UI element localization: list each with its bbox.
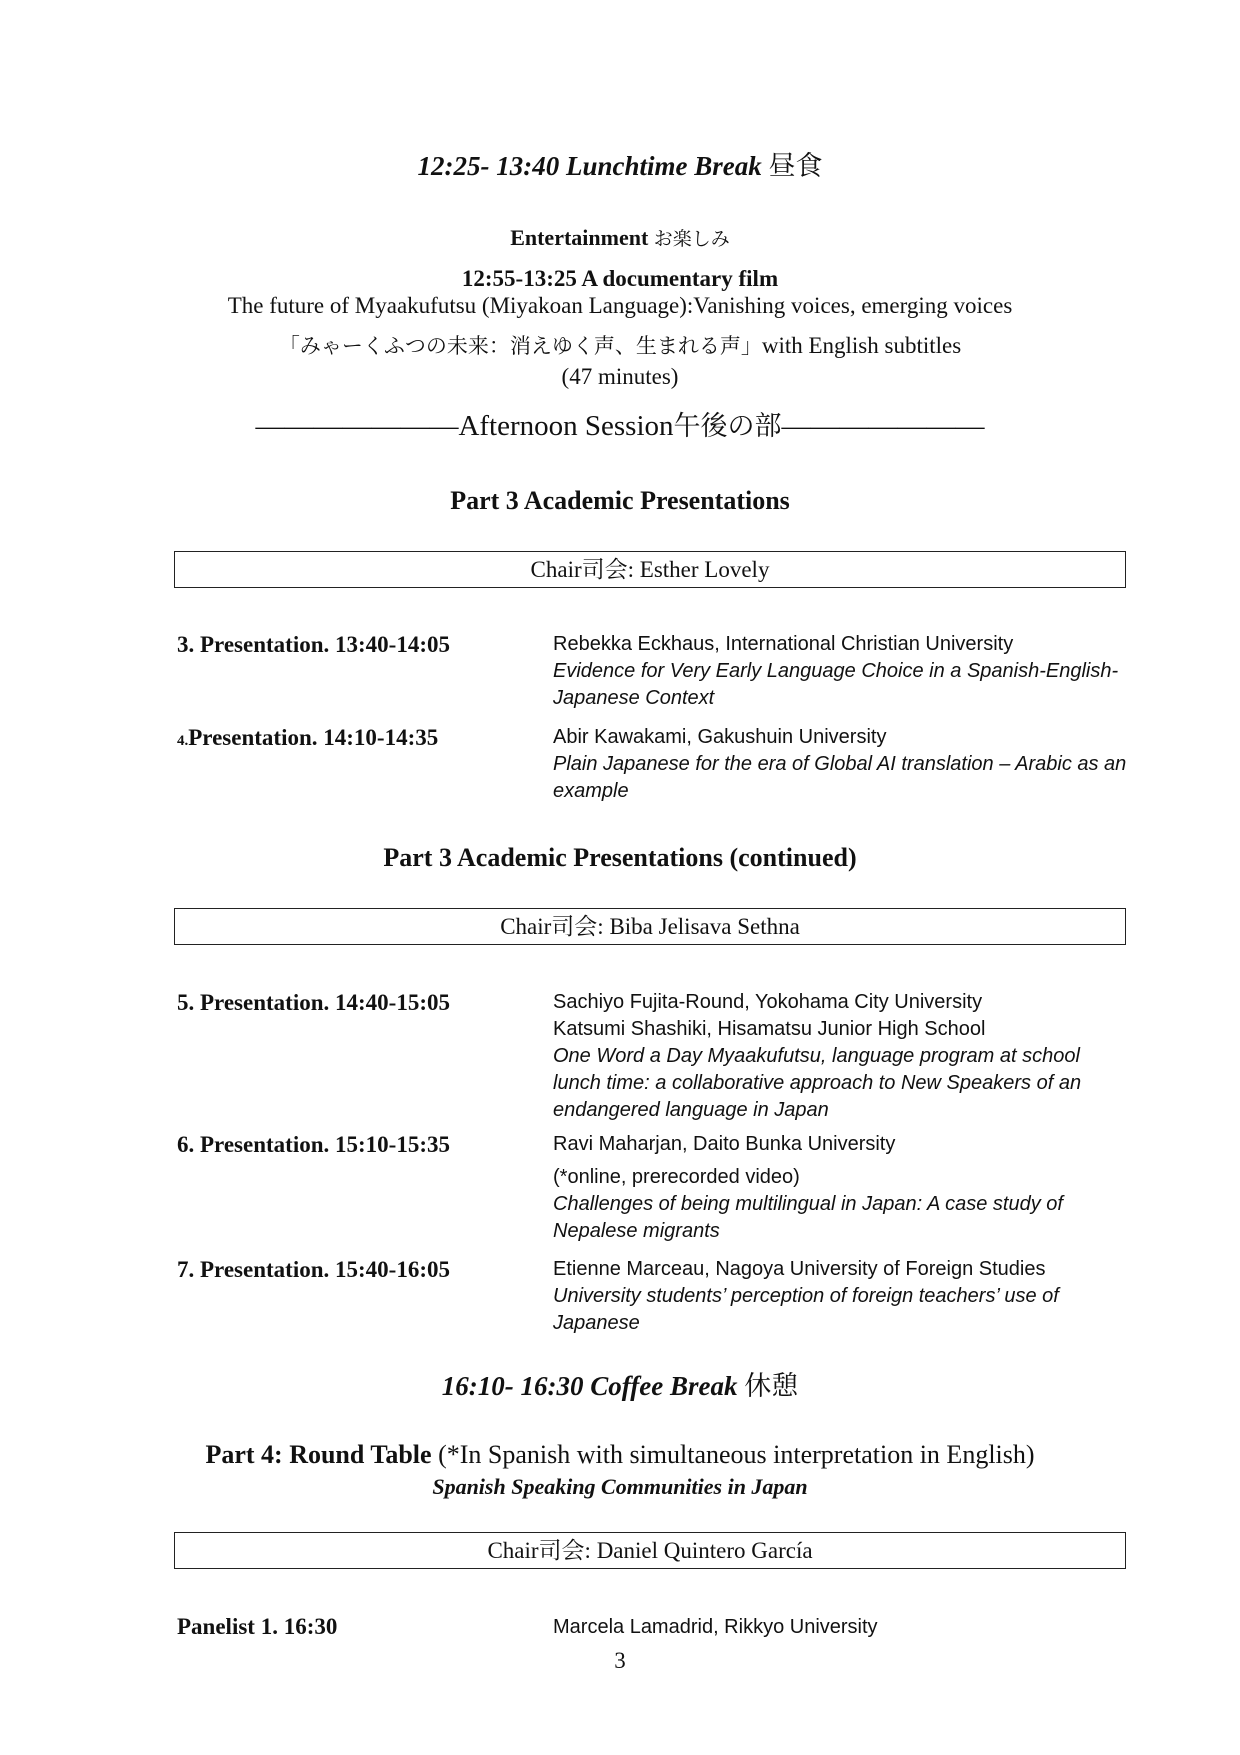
- presentation-5-author2: Katsumi Shashiki, Hisamatsu Junior High School: [553, 1018, 986, 1040]
- presentation-7-author: Etienne Marceau, Nagoya University of Foreign Studies: [553, 1258, 1046, 1280]
- presentation-6-author: Ravi Maharjan, Daito Bunka University: [553, 1133, 896, 1155]
- afternoon-dashes-right: ———————: [781, 410, 985, 442]
- afternoon-session-banner: [0, 404, 1240, 443]
- part3-heading: Part 3 Academic Presentations: [450, 486, 790, 515]
- film-title-en: The future of Myaakufutsu (Miyakoan Language):Vanishing voices, emerging voices: [227, 293, 1013, 318]
- part4-chair-box: Chair司会: Daniel Quintero García: [174, 1532, 1126, 1569]
- presentation-4-number: 4.: [177, 733, 189, 749]
- afternoon-label: Afternoon Session: [458, 410, 674, 442]
- lunch-break-heading: [0, 144, 1240, 183]
- presentation-7-title: University students’ perception of foreign teachers’ use of Japanese: [553, 1285, 1059, 1334]
- presentation-4-label: [177, 725, 438, 751]
- panelist-1-label: Panelist 1. 16:30: [177, 1614, 338, 1639]
- afternoon-dashes-left: ———————: [255, 410, 459, 442]
- panelist-1-name: Marcela Lamadrid, Rikkyo University: [553, 1616, 878, 1638]
- panelist-1-detail: [553, 1614, 1133, 1641]
- part3-continued-heading: Part 3 Academic Presentations (continued): [383, 843, 857, 872]
- afternoon-label-jp: 午後の部: [673, 411, 782, 442]
- page-number: 3: [614, 1648, 626, 1673]
- presentation-5-detail: [553, 989, 1133, 1124]
- part4-subtitle: Spanish Speaking Communities in Japan: [432, 1474, 808, 1499]
- presentation-5-author: Sachiyo Fujita-Round, Yokohama City University: [553, 991, 983, 1013]
- presentation-3-title: Evidence for Very Early Language Choice in a Spanish-English-Japanese Context: [553, 660, 1119, 709]
- presentation-3-author: Rebekka Eckhaus, International Christian University: [553, 633, 1014, 655]
- film-title-jp: 「みゃーくふつの未来：消えゆく声、生まれる声」: [278, 334, 762, 358]
- entertainment-heading: [0, 224, 1240, 251]
- presentation-5-title: One Word a Day Myaakufutsu, language program at school lunch time: a collaborative approach to New Speakers of an endangered language in Japan: [553, 1045, 1082, 1121]
- coffee-break-jp: 休憩: [744, 1371, 799, 1402]
- part4-heading-note: (*In Spanish with simultaneous interpretation in English): [438, 1440, 1035, 1469]
- film-title-jp-line: [0, 330, 1240, 360]
- presentation-7-detail: [553, 1256, 1133, 1337]
- part4-heading: [0, 1440, 1240, 1470]
- film-subtitle-note: with English subtitles: [761, 333, 962, 358]
- coffee-break-heading: [0, 1364, 1240, 1403]
- presentation-4-label-text: Presentation. 14:10-14:35: [188, 725, 439, 750]
- film-heading: 12:55-13:25 A documentary film: [461, 266, 779, 291]
- presentation-3-detail: [553, 631, 1133, 712]
- part3-chair-box: Chair司会: Esther Lovely: [174, 551, 1126, 588]
- coffee-break-title: 16:10- 16:30 Coffee Break: [441, 1371, 738, 1401]
- presentation-3-label: 3. Presentation. 13:40-14:05: [177, 632, 450, 657]
- presentation-6-title: Challenges of being multilingual in Japan: A case study of Nepalese migrants: [553, 1193, 1063, 1242]
- presentation-5-label: 5. Presentation. 14:40-15:05: [177, 990, 450, 1015]
- part3-continued-chair-box: Chair司会: Biba Jelisava Sethna: [174, 908, 1126, 945]
- presentation-4-author: Abir Kawakami, Gakushuin University: [553, 726, 887, 748]
- presentation-6-label: 6. Presentation. 15:10-15:35: [177, 1132, 450, 1157]
- presentation-4-title: Plain Japanese for the era of Global AI translation – Arabic as an example: [553, 753, 1127, 802]
- presentation-7-label: 7. Presentation. 15:40-16:05: [177, 1257, 450, 1282]
- film-duration: (47 minutes): [561, 364, 679, 389]
- presentation-4-detail: [553, 724, 1133, 805]
- lunch-break-title: 12:25- 13:40 Lunchtime Break: [417, 151, 762, 181]
- part4-heading-bold: Part 4: Round Table: [205, 1440, 432, 1469]
- entertainment-label: Entertainment: [510, 225, 649, 250]
- presentation-6-detail: [553, 1131, 1133, 1245]
- entertainment-jp: お楽しみ: [653, 228, 730, 250]
- lunch-break-jp: 昼食: [768, 151, 823, 182]
- presentation-6-note: (*online, prerecorded video): [553, 1166, 800, 1188]
